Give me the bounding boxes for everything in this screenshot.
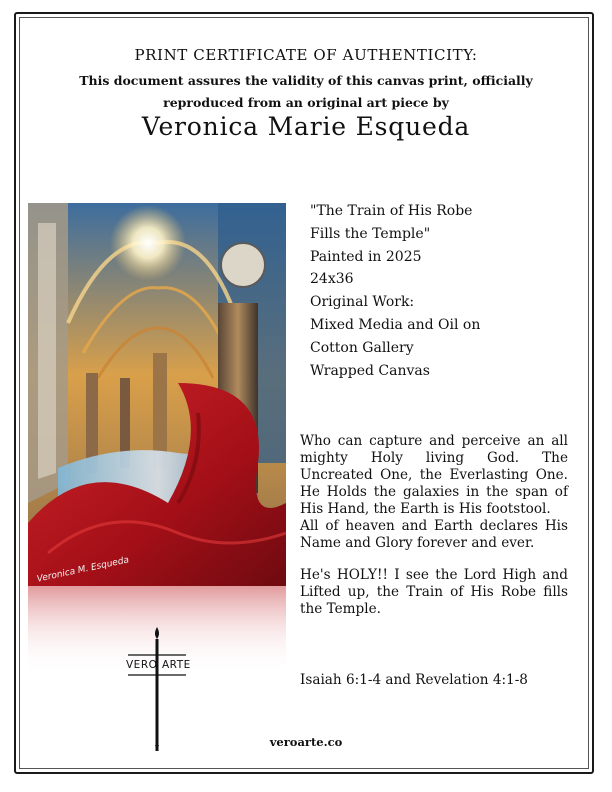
artist-name: Veronica Marie Esqueda (141, 112, 471, 141)
logo-text-left: VERO (126, 659, 158, 671)
certificate-subtitle (0, 70, 612, 114)
artwork-original-label: Original Work: (310, 294, 415, 311)
artwork-medium-line-2: Cotton Gallery (310, 339, 414, 356)
description-paragraph-3: He's HOLY!! I see the Lord High and Lifted up, the Train of His Robe fills the Temple. (300, 567, 568, 617)
description-paragraph-1: Who can capture and perceive an all mighty Holy living God. The Uncreated One, the Everlasting One. He Holds the galaxies in the span of His Hand, the Earth is His footstool. (300, 433, 568, 517)
artwork-medium-line-1: Mixed Media and Oil on (310, 316, 481, 333)
subtitle-line-2: reproduced from an original art piece by (163, 95, 449, 110)
artwork-image (28, 203, 286, 586)
certificate-title: PRINT CERTIFICATE OF AUTHENTICITY: (134, 46, 478, 64)
artwork-year: Painted in 2025 (310, 248, 422, 265)
scripture-reference: Isaiah 6:1-4 and Revelation 4:1-8 (300, 672, 528, 688)
artwork-size: 24x36 (310, 271, 354, 288)
artwork-title-line-2: Fills the Temple" (310, 225, 431, 242)
artwork-description (300, 433, 568, 633)
logo-text-right: ARTE (162, 659, 191, 671)
artwork-title-line-1: "The Train of His Robe (310, 203, 473, 219)
artist-signature: Veronica M. Esqueda (35, 555, 130, 585)
description-paragraph-2: All of heaven and Earth declares His Name and Glory forever and ever. (300, 518, 568, 551)
artwork-details (310, 200, 580, 382)
subtitle-line-1: This document assures the validity of this canvas print, officially (79, 73, 533, 88)
website-link[interactable]: veroarte.co (269, 735, 343, 749)
artwork-medium-line-3: Wrapped Canvas (310, 362, 430, 379)
